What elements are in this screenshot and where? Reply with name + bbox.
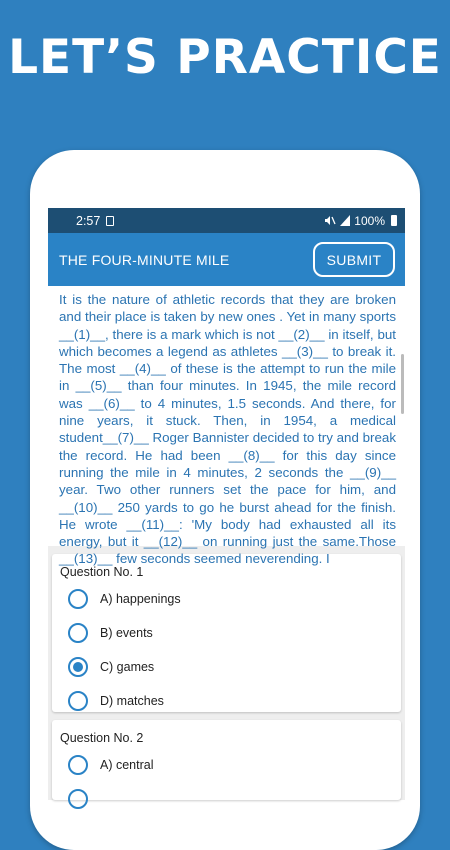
- question-title: Question No. 2: [60, 731, 144, 745]
- radio-button-icon[interactable]: [68, 755, 88, 775]
- radio-button-icon[interactable]: [68, 589, 88, 609]
- radio-button-checked-icon[interactable]: [68, 657, 88, 677]
- promo-banner-title: LET’S PRACTICE: [8, 30, 442, 85]
- battery-percent: 100%: [354, 213, 385, 228]
- submit-button[interactable]: SUBMIT: [313, 242, 395, 277]
- answer-option[interactable]: [52, 582, 401, 616]
- question-title: Question No. 1: [60, 565, 144, 579]
- app-bar: [48, 233, 405, 286]
- option-label: A) central: [100, 758, 154, 772]
- option-label: D) matches: [100, 694, 164, 708]
- question-card: [52, 720, 401, 800]
- passage-text: It is the nature of athletic records that they are broken and their place is taken by new ones . Yet in many sports __(1)__, there is a mark which is not __(2)__ in itself, but which becomes a legend as athletes __(3)__ to break it. The most __(4)__ of these is the attempt to run the mile in __(5)__ than four minutes. In 1945, the mile record was __(6)__ to 4 minutes, 1.5 seconds. And there, for nine years, it stuck. Then, in 1954, a medical student__(7)__ Roger Bannister decided to try and break the record. He had been __(8)__ for this day since running the mile in 4 minutes, 2 seconds the __(9)__ year. Two other runners set the pace for him, and __(10)__ 250 yards to go he burst ahead for the finish. He wrote __(11)__: 'My body had exhausted all its energy, but it __(12)__ on running just the same.Those __(13)__ few seconds seemed neverending. I: [59, 292, 396, 567]
- answer-option-selected[interactable]: [52, 650, 401, 684]
- answer-option[interactable]: [52, 684, 401, 718]
- sim-card-icon: [106, 216, 114, 226]
- question-card: [52, 554, 401, 712]
- option-label: C) games: [100, 660, 155, 674]
- option-label: A) happenings: [100, 592, 181, 606]
- answer-option[interactable]: [52, 782, 401, 816]
- radio-button-icon[interactable]: [68, 623, 88, 643]
- signal-icon: [340, 215, 350, 226]
- radio-dot: [73, 662, 83, 672]
- option-label: B) events: [100, 626, 153, 640]
- page-title: THE FOUR-MINUTE MILE: [59, 251, 230, 268]
- status-bar: [48, 208, 405, 233]
- mute-icon: [324, 215, 336, 226]
- status-time: 2:57: [76, 213, 101, 228]
- passage-scrollbar[interactable]: [401, 354, 404, 414]
- answer-option[interactable]: [52, 748, 401, 782]
- radio-button-icon[interactable]: [68, 789, 88, 809]
- reading-passage[interactable]: [48, 286, 405, 567]
- battery-icon: [391, 215, 397, 226]
- phone-screen: [48, 208, 405, 800]
- answer-option[interactable]: [52, 616, 401, 650]
- radio-button-icon[interactable]: [68, 691, 88, 711]
